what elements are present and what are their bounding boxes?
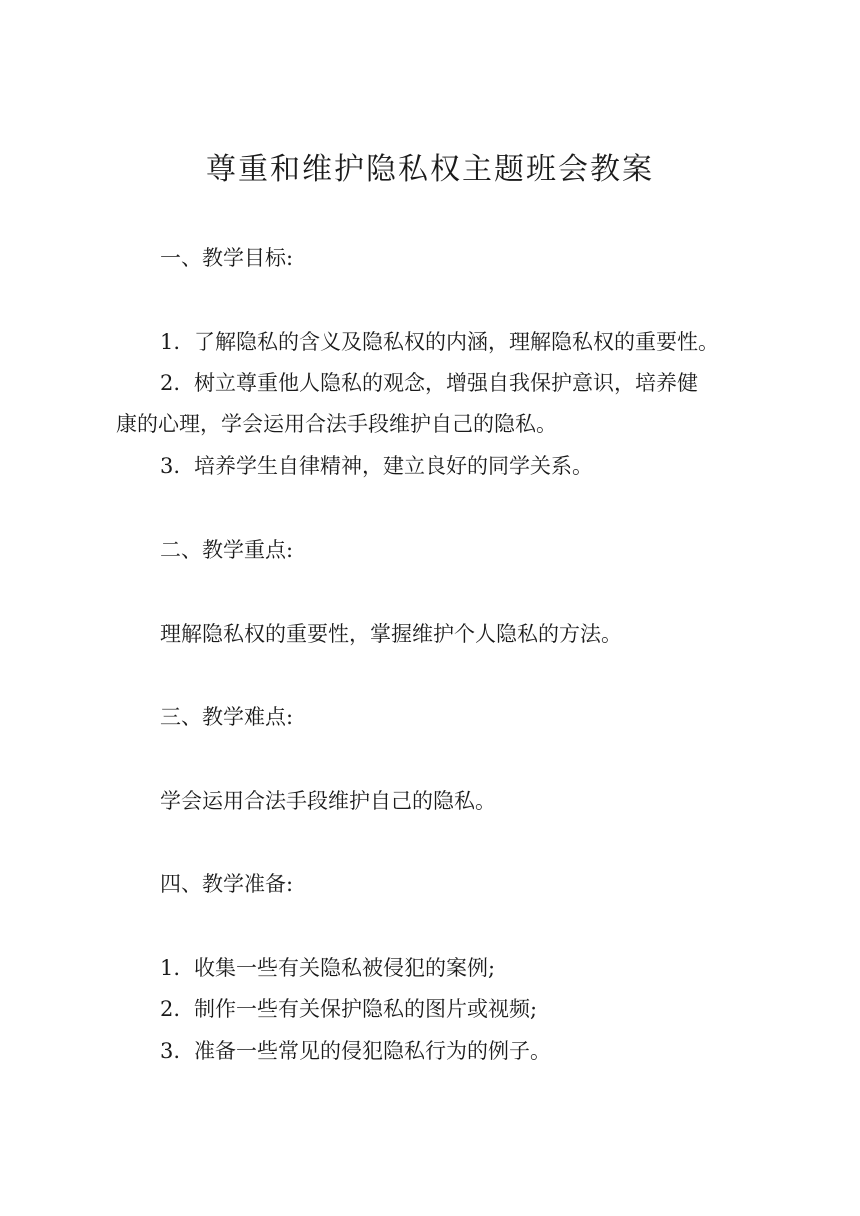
section-heading-objectives: 一、教学目标:: [160, 246, 294, 270]
document-title: 尊重和维护隐私权主题班会教案: [206, 152, 654, 187]
item-text: 树立尊重他人隐私的观念，增强自我保护意识，培养健: [194, 371, 698, 395]
item-number: 2.: [160, 371, 181, 395]
section-heading-preparation: 四、教学准备:: [160, 872, 294, 896]
difficulties-text: 学会运用合法手段维护自己的隐私。: [160, 789, 496, 813]
item-text: 收集一些有关隐私被侵犯的案例;: [194, 956, 496, 980]
section-heading-key-points: 二、教学重点:: [160, 538, 294, 562]
item-number: 1.: [160, 330, 181, 354]
item-number: 3.: [160, 1039, 181, 1063]
key-points-text: 理解隐私权的重要性，掌握维护个人隐私的方法。: [160, 622, 622, 646]
item-number: 1.: [160, 956, 181, 980]
objective-item-1: [160, 327, 719, 357]
item-text: 了解隐私的含义及隐私权的内涵，理解隐私权的重要性。: [194, 330, 719, 354]
item-text: 制作一些有关保护隐私的图片或视频;: [194, 997, 538, 1021]
preparation-item-3: [160, 1036, 551, 1066]
objective-item-2: [160, 368, 698, 398]
item-number: 3.: [160, 454, 181, 478]
item-number: 2.: [160, 997, 181, 1021]
preparation-item-1: [160, 953, 495, 983]
item-text: 培养学生自律精神，建立良好的同学关系。: [194, 454, 593, 478]
objective-item-2-continued: 康的心理，学会运用合法手段维护自己的隐私。: [116, 412, 557, 436]
section-heading-difficulties: 三、教学难点:: [160, 705, 294, 729]
objective-item-3: [160, 451, 593, 481]
item-text: 准备一些常见的侵犯隐私行为的例子。: [194, 1039, 551, 1063]
preparation-item-2: [160, 994, 537, 1024]
